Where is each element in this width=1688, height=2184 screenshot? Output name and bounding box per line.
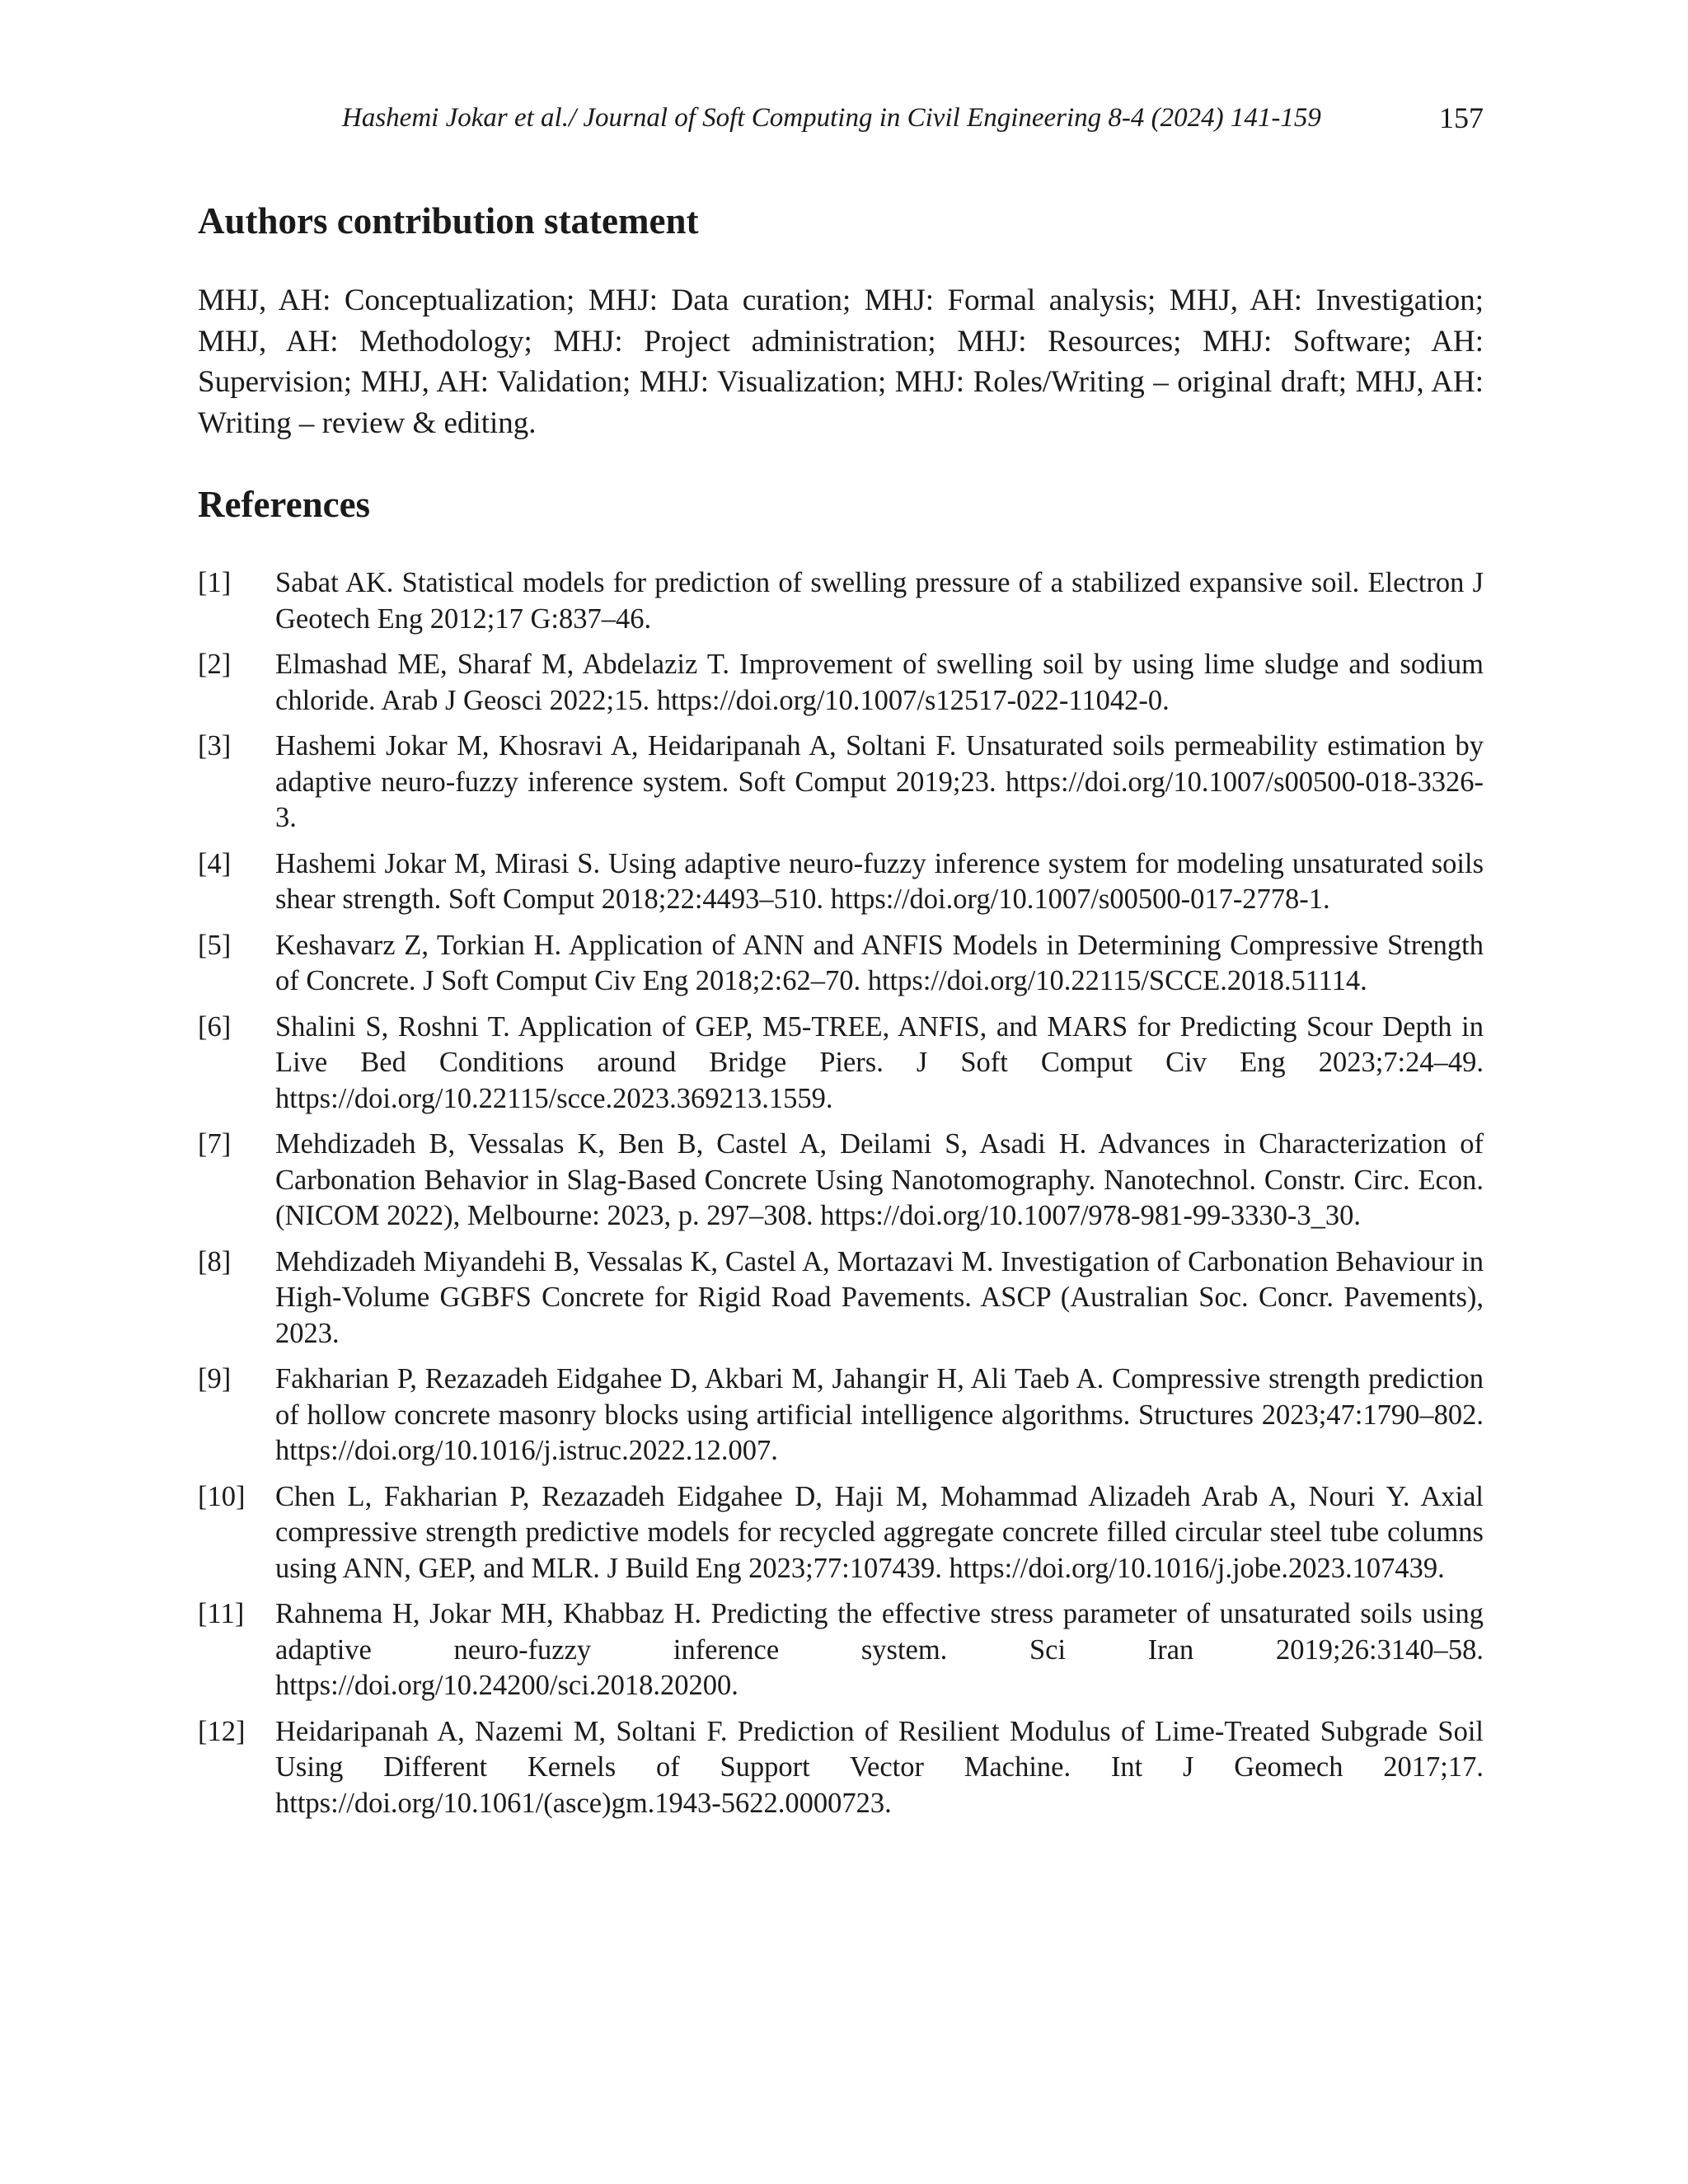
reference-number: [9]	[198, 1363, 232, 1394]
reference-number: [4]	[198, 847, 232, 879]
reference-text: Keshavarz Z, Torkian H. Application of ANN and ANFIS Models in Determining Compressive Strength of Concrete. J Soft Comput Civ Eng 2018;2:62–70. https://doi.org/10.22115/SCCE.2018.51114.	[275, 929, 1484, 996]
journal-citation: Hashemi Jokar et al./ Journal of Soft Computing in Civil Engineering 8-4 (2024) 141-159	[342, 103, 1321, 133]
reference-text: Chen L, Fakharian P, Rezazadeh Eidgahee D, Haji M, Mohammad Alizadeh Arab A, Nouri Y. Axial compressive strength predictive models for recycled aggregate concrete filled circular steel tube columns using ANN, GEP, and MLR. J Build Eng 2023;77:107439. https://doi.org/10.1016/j.jobe.2023.107439.	[275, 1480, 1484, 1584]
reference-number: [2]	[198, 649, 232, 680]
reference-number: [6]	[198, 1010, 232, 1043]
reference-item	[198, 846, 1484, 918]
page-number: 157	[1439, 101, 1484, 134]
reference-item	[198, 1127, 1484, 1235]
reference-item	[198, 1714, 1484, 1822]
reference-item	[198, 1596, 1484, 1704]
running-header	[198, 99, 1484, 137]
references-section	[198, 480, 1484, 1821]
reference-item	[198, 1361, 1484, 1469]
reference-item	[198, 1010, 1484, 1118]
reference-number: [12]	[198, 1715, 246, 1747]
reference-text: Hashemi Jokar M, Mirasi S. Using adaptive neuro-fuzzy inference system for modeling unsaturated soils shear strength. Soft Comput 2018;22:4493–510. https://doi.org/10.1007/s00500-017-2778-1.	[275, 847, 1484, 915]
reference-item	[198, 928, 1484, 1000]
page-content	[198, 196, 1484, 1831]
reference-text: Heidaripanah A, Nazemi M, Soltani F. Prediction of Resilient Modulus of Lime-Treated Subgrade Soil Using Different Kernels of Support Vector Machine. Int J Geomech 2017;17. https://doi.org/10.1061/(asce)gm.1943-5622.0000723.	[275, 1715, 1484, 1819]
reference-text: Mehdizadeh Miyandehi B, Vessalas K, Castel A, Mortazavi M. Investigation of Carbonation Behaviour in High-Volume GGBFS Concrete for Rigid Road Pavements. ASCP (Australian Soc. Concr. Pavements), 2023.	[275, 1245, 1484, 1349]
reference-number: [3]	[198, 730, 232, 762]
reference-number: [1]	[198, 567, 232, 598]
reference-text: Fakharian P, Rezazadeh Eidgahee D, Akbari M, Jahangir H, Ali Taeb A. Compressive strength prediction of hollow concrete masonry blocks using artificial intelligence algorithms. Structures 2023;47:1790–802. https://doi.org/10.1016/j.istruc.2022.12.007.	[275, 1363, 1484, 1466]
reference-number: [5]	[198, 929, 232, 961]
reference-text: Sabat AK. Statistical models for prediction of swelling pressure of a stabilized expansive soil. Electron J Geotech Eng 2012;17 G:837–46.	[275, 567, 1484, 635]
reference-text: Elmashad ME, Sharaf M, Abdelaziz T. Improvement of swelling soil by using lime sludge and sodium chloride. Arab J Geosci 2022;15. https://doi.org/10.1007/s12517-022-11042-0.	[275, 649, 1484, 716]
reference-text: Hashemi Jokar M, Khosravi A, Heidaripanah A, Soltani F. Unsaturated soils permeability estimation by adaptive neuro-fuzzy inference system. Soft Comput 2019;23. https://doi.org/10.1007/s00500-018-3326-3.	[275, 730, 1484, 833]
reference-number: [7]	[198, 1128, 232, 1160]
reference-number: [10]	[198, 1480, 246, 1512]
contribution-section	[198, 196, 1484, 443]
reference-item	[198, 1244, 1484, 1352]
reference-item	[198, 565, 1484, 637]
reference-item	[198, 647, 1484, 719]
reference-text: Rahnema H, Jokar MH, Khabbaz H. Predicting the effective stress parameter of unsaturated soils using adaptive neuro-fuzzy inference system. Sci Iran 2019;26:3140–58. https://doi.org/10.24200/sci.2018.20200.	[275, 1598, 1484, 1701]
contribution-statement: MHJ, AH: Conceptualization; MHJ: Data curation; MHJ: Formal analysis; MHJ, AH: Investigation; MHJ, AH: Methodology; MHJ: Project administration; MHJ: Resources; MHJ: Software; AH: Supervision; MHJ, AH: Validation; MHJ: Visualization; MHJ: Roles/Writing – original draft; MHJ, AH: Writing – review & editing.	[198, 284, 1484, 440]
reference-item	[198, 1479, 1484, 1587]
reference-item	[198, 729, 1484, 837]
reference-list	[198, 565, 1484, 1821]
references-heading: References	[198, 484, 371, 525]
contribution-heading: Authors contribution statement	[198, 200, 699, 241]
reference-number: [11]	[198, 1598, 245, 1629]
reference-text: Shalini S, Roshni T. Application of GEP, M5-TREE, ANFIS, and MARS for Predicting Scour Depth in Live Bed Conditions around Bridge Piers. J Soft Comput Civ Eng 2023;7:24–49. https://doi.org/10.22115/scce.2023.369213.1559.	[275, 1010, 1484, 1114]
reference-number: [8]	[198, 1245, 232, 1277]
reference-text: Mehdizadeh B, Vessalas K, Ben B, Castel A, Deilami S, Asadi H. Advances in Characterization of Carbonation Behavior in Slag-Based Concrete Using Nanotomography. Nanotechnol. Constr. Circ. Econ. (NICOM 2022), Melbourne: 2023, p. 297–308. https://doi.org/10.1007/978-981-99-3330-3_30.	[275, 1128, 1484, 1231]
